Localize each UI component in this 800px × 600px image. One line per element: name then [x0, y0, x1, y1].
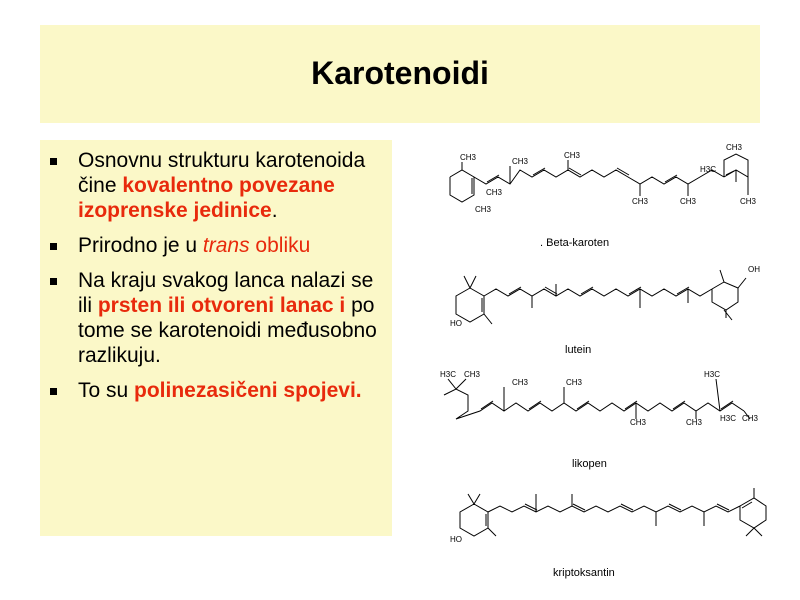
bullet-highlight: polinezasičeni spojevi.: [134, 379, 362, 402]
methyl-label: H3C: [440, 370, 457, 379]
methyl-label: CH3: [464, 370, 481, 379]
methyl-label: CH3: [686, 418, 703, 427]
bullet-text: Osnovnu strukturu karotenoida čine: [78, 149, 366, 197]
bullet-text: To su: [78, 379, 135, 402]
methyl-label: CH3: [630, 418, 647, 427]
methyl-label: H3C: [720, 414, 737, 423]
methyl-label: H3C: [704, 370, 721, 379]
bullet-highlight: kovalentno povezane izoprenske jedinice: [78, 174, 335, 222]
bullet-text: po tome se karotenoidi međusobno razlikuju.: [78, 294, 377, 367]
hydroxyl-label: HO: [450, 319, 462, 328]
methyl-label: CH3: [486, 188, 503, 197]
kriptoksantin-caption: kriptoksantin: [553, 567, 615, 579]
bullet-item: [40, 148, 390, 223]
methyl-label: CH3: [566, 378, 583, 387]
methyl-label: CH3: [512, 157, 529, 166]
bullet-box: [40, 140, 392, 536]
likopen-structure: [420, 365, 780, 445]
bullet-text: Prirodno je u: [78, 234, 203, 257]
bullet-item: [40, 233, 390, 258]
lutein-structure: [420, 258, 780, 338]
methyl-label: CH3: [742, 414, 759, 423]
methyl-label: CH3: [632, 197, 649, 206]
methyl-label: CH3: [475, 205, 492, 214]
lutein-diagram: [420, 258, 780, 338]
likopen-diagram: [420, 365, 780, 445]
bullet-icon: [50, 278, 57, 285]
bullet-text: Na kraju svakog lanca nalazi se ili: [78, 269, 374, 317]
methyl-label: CH3: [512, 378, 529, 387]
bullet-highlight: prsten ili otvoreni lanac i: [97, 294, 346, 317]
bullet-icon: [50, 158, 57, 165]
bullet-icon: [50, 243, 57, 250]
beta-karoten-diagram: [420, 140, 780, 220]
bullet-icon: [50, 388, 57, 395]
methyl-label: CH3: [564, 151, 581, 160]
beta-karoten-structure: [420, 140, 780, 220]
methyl-label: CH3: [680, 197, 697, 206]
title-box: [40, 25, 760, 123]
bullet-list: [40, 148, 390, 413]
bullet-highlight: obliku: [249, 234, 311, 257]
kriptoksantin-diagram: [420, 478, 780, 558]
methyl-label: CH3: [740, 197, 757, 206]
slide-title: Karotenoidi: [311, 55, 489, 91]
methyl-label: CH3: [726, 143, 743, 152]
methyl-label: CH3: [460, 153, 477, 162]
bullet-item: [40, 268, 390, 368]
hydroxyl-label: OH: [748, 265, 760, 274]
bullet-text: .: [271, 199, 278, 222]
bullet-highlight: trans: [202, 234, 250, 257]
hydroxyl-label: HO: [450, 535, 462, 544]
methyl-label: H3C: [700, 165, 717, 174]
kriptoksantin-structure: [420, 478, 780, 558]
likopen-caption: likopen: [572, 458, 607, 470]
beta-karoten-caption: . Beta-karoten: [540, 237, 610, 249]
bullet-item: [40, 378, 390, 403]
lutein-caption: lutein: [565, 344, 592, 356]
